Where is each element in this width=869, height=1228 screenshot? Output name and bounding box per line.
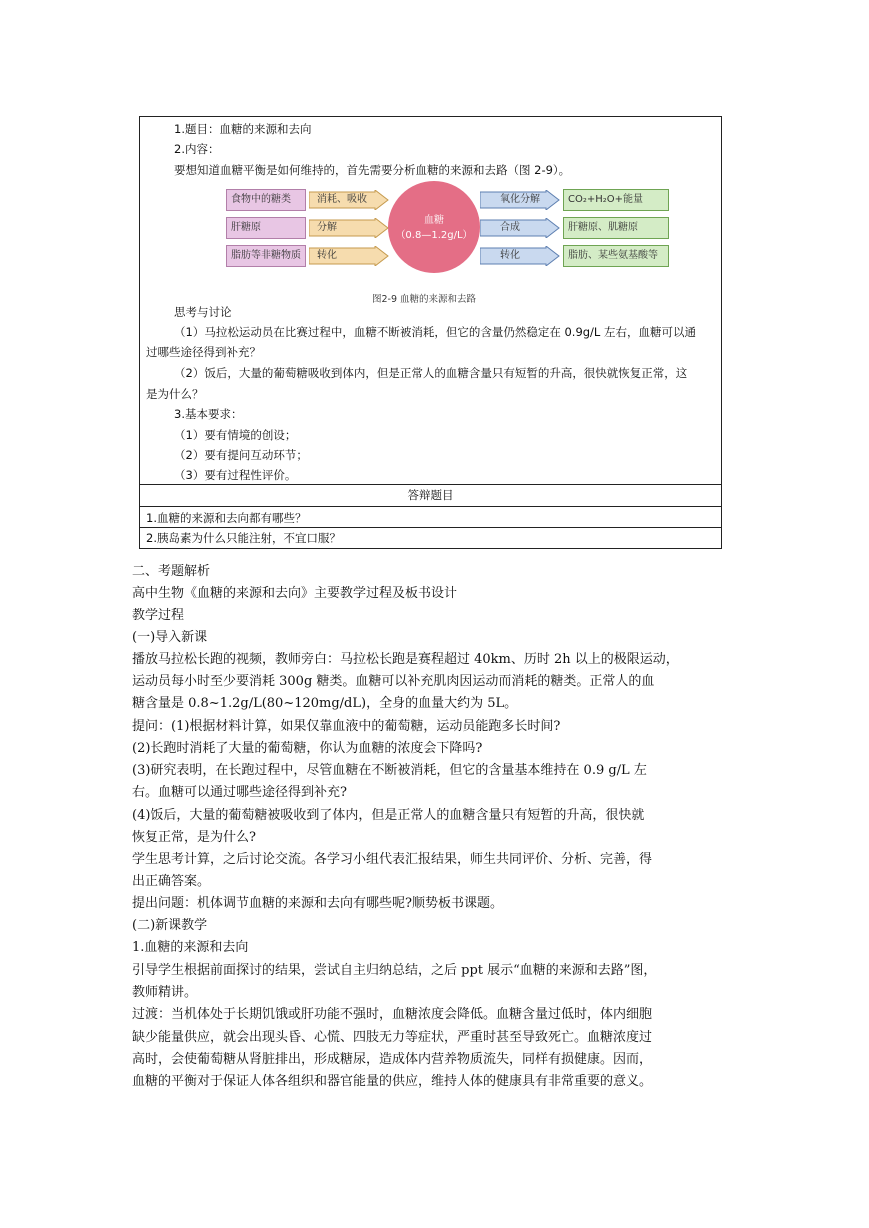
new-lesson-heading: (二)新课教学 bbox=[132, 918, 208, 933]
output-energy: CO₂+H₂O+能量 bbox=[563, 189, 669, 211]
paragraph-line: 引导学生根据前面探讨的结果，尝试自主归纳总结，之后 ppt 展示“血糖的来源和去路”图， bbox=[132, 963, 657, 978]
content-intro: 要想知道血糖平衡是如何维持的，首先需要分析血糖的来源和去路（图 2-9）。 bbox=[174, 163, 571, 177]
requirement-2: （2）要有提问互动环节； bbox=[174, 448, 308, 462]
out-arrow-synthesize-label: 合成 bbox=[500, 222, 520, 233]
paragraph-line: (4)饭后，大量的葡萄糖被吸收到了体内，但是正常人的血糖含量只有短暂的升高，很快就 bbox=[132, 808, 645, 823]
discussion-q1-line2: 过哪些途径得到补充？ bbox=[146, 345, 261, 359]
source-food-sugar: 食物中的糖类 bbox=[226, 189, 306, 211]
section-heading: 二、考题解析 bbox=[132, 564, 211, 579]
out-arrow-synthesize bbox=[480, 218, 560, 238]
in-arrow-convert-label: 转化 bbox=[317, 250, 337, 261]
paragraph-line: 右。血糖可以通过哪些途径得到补充? bbox=[132, 785, 347, 800]
paragraph-line: 运动员每小时至少要消耗 300g 糖类。血糖可以补充肌肉因运动而消耗的糖类。正常人的血 bbox=[132, 674, 655, 689]
divider bbox=[140, 484, 721, 485]
out-arrow-oxidize bbox=[480, 190, 560, 210]
divider bbox=[140, 506, 721, 507]
paragraph-line: (3)研究表明，在长跑过程中，尽管血糖在不断被消耗，但它的含量基本维持在 0.9 g/L 左 bbox=[132, 763, 647, 778]
discussion-q1-line1: （1）马拉松运动员在比赛过程中，血糖不断被消耗，但它的含量仍然稳定在 0.9g/L 左右，血糖可以通 bbox=[174, 325, 696, 339]
paragraph-line: (2)长跑时消耗了大量的葡萄糖，你认为血糖的浓度会下降吗? bbox=[132, 741, 483, 756]
paragraph-line: 提出问题：机体调节血糖的来源和去向有哪些呢?顺势板书课题。 bbox=[132, 896, 503, 911]
paragraph-line: 血糖的平衡对于保证人体各组织和器官能量的供应，维持人体的健康具有非常重要的意义。 bbox=[132, 1074, 653, 1089]
in-arrow-decompose-label: 分解 bbox=[317, 222, 337, 233]
paragraph-line: 过渡：当机体处于长期饥饿或肝功能不强时，血糖浓度会降低。血糖含量过低时，体内细胞 bbox=[132, 1007, 653, 1022]
in-arrow-absorb bbox=[309, 190, 389, 210]
requirement-3: （3）要有过程性评价。 bbox=[174, 468, 297, 482]
paragraph-line: 缺少能量供应，就会出现头昏、心慌、四肢无力等症状，严重时甚至导致死亡。血糖浓度过 bbox=[132, 1030, 653, 1045]
in-arrow-convert bbox=[309, 246, 389, 266]
answer-header: 答辩题目 bbox=[407, 488, 454, 502]
discussion-heading: 思考与讨论 bbox=[174, 305, 232, 319]
paragraph-line: 播放马拉松长跑的视频，教师旁白：马拉松长跑是赛程超过 40km、历时 2h 以上的极限运动， bbox=[132, 652, 679, 667]
paragraph-line: 恢复正常，是为什么? bbox=[132, 830, 256, 845]
teaching-process-heading: 教学过程 bbox=[132, 608, 185, 623]
paragraph-line: 糖含量是 0.8~1.2g/L(80~120mg/dL)，全身的血量大约为 5L。 bbox=[132, 696, 518, 711]
divider bbox=[140, 527, 721, 528]
requirement-1: （1）要有情境的创设； bbox=[174, 428, 297, 442]
answer-question-2: 2.胰岛素为什么只能注射，不宜口服？ bbox=[146, 531, 341, 545]
blood-sugar-range: （0.8—1.2g/L） bbox=[395, 230, 473, 241]
topic-table bbox=[139, 116, 722, 549]
discussion-q2-line2: 是为什么？ bbox=[146, 387, 204, 401]
output-fat-amino: 脂肪、某些氨基酸等 bbox=[563, 245, 669, 267]
out-arrow-oxidize-label: 氧化分解 bbox=[500, 194, 540, 205]
paragraph-line: 高时，会使葡萄糖从肾脏排出，形成糖尿，造成体内营养物质流失，同样有损健康。因而， bbox=[132, 1052, 653, 1067]
blood-sugar-title: 血糖 bbox=[424, 215, 444, 226]
answer-question-1: 1.血糖的来源和去向都有哪些？ bbox=[146, 511, 307, 525]
subsection-heading: 1.血糖的来源和去向 bbox=[132, 940, 249, 955]
topic-title: 1.题目：血糖的来源和去向 bbox=[174, 122, 312, 136]
source-non-sugar: 脂肪等非糖物质 bbox=[226, 245, 306, 267]
paragraph-line: 提问：(1)根据材料计算，如果仅靠血液中的葡萄糖，运动员能跑多长时间? bbox=[132, 719, 561, 734]
paragraph-line: 学生思考计算，之后讨论交流。各学习小组代表汇报结果，师生共同评价、分析、完善，得 bbox=[132, 852, 653, 867]
lesson-title: 高中生物《血糖的来源和去向》主要教学过程及板书设计 bbox=[132, 586, 458, 601]
output-glycogen: 肝糖原、肌糖原 bbox=[563, 217, 669, 239]
requirements-heading: 3.基本要求： bbox=[174, 407, 243, 421]
out-arrow-convert bbox=[480, 246, 560, 266]
in-arrow-absorb-label: 消耗、吸收 bbox=[317, 194, 367, 205]
discussion-q2-line1: （2）饭后，大量的葡萄糖吸收到体内，但是正常人的血糖含量只有短暂的升高，很快就恢复正常，这 bbox=[174, 366, 688, 380]
out-arrow-convert-label: 转化 bbox=[500, 250, 520, 261]
blood-sugar-diagram bbox=[226, 181, 676, 281]
intro-heading: (一)导入新课 bbox=[132, 630, 208, 645]
diagram-caption: 图2-9 血糖的来源和去路 bbox=[372, 294, 477, 305]
paragraph-line: 教师精讲。 bbox=[132, 985, 198, 1000]
content-label: 2.内容： bbox=[174, 142, 220, 156]
in-arrow-decompose bbox=[309, 218, 389, 238]
paragraph-line: 出正确答案。 bbox=[132, 874, 211, 889]
blood-sugar-circle bbox=[388, 181, 480, 273]
source-liver-glycogen: 肝糖原 bbox=[226, 217, 306, 239]
